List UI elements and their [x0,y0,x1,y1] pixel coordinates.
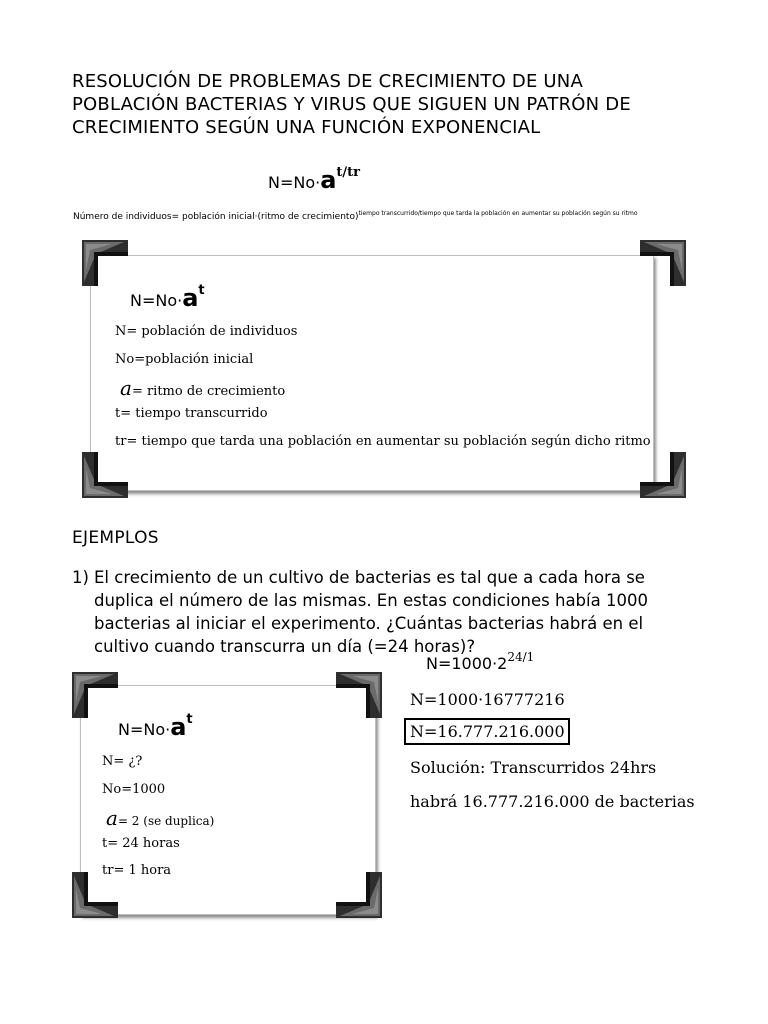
example-box-formula-base: a [170,713,187,741]
example-box-a [106,806,214,830]
example-1-calc-prefix: N=1000·2 [426,654,508,673]
definitions-formula-base: a [182,284,199,312]
frame-corner-top-left [82,240,128,286]
definition-a-text: = ritmo de crecimiento [131,384,286,399]
main-formula-exponent: t/tr [336,165,361,180]
definition-t: t= tiempo transcurrido [115,406,268,421]
example-1-calc-exponent: 24/1 [507,650,535,664]
example-corner-top-right [336,672,382,718]
result-line-4: habrá 16.777.216.000 de bacterias [410,792,695,811]
formula-legend [73,210,638,222]
example-corner-bottom-left [72,872,118,918]
example-box-no: No=1000 [102,782,166,797]
definitions-formula [130,283,205,312]
definition-a-symbol: a [120,376,132,400]
main-formula [268,165,360,194]
frame-corner-bottom-right [640,452,686,498]
example-1-line-1: El crecimiento de un cultivo de bacterias es tal que a cada hora se [94,568,645,587]
definitions-formula-prefix: N=No· [130,291,183,310]
example-box-tr: tr= 1 hora [102,863,172,878]
result-line-3: Solución: Transcurridos 24hrs [410,758,657,777]
example-1-number: 1) [72,568,89,587]
frame-corner-top-right [640,240,686,286]
example-1-calc-formula [426,650,534,673]
examples-heading: EJEMPLOS [72,528,159,548]
result-line-1: N=1000·16777216 [410,690,565,709]
example-corner-top-left [72,672,118,718]
example-1-line-2: duplica el número de las mismas. En estas condiciones había 1000 [94,591,648,610]
definition-a [120,376,285,400]
title-line-2: POBLACIÓN BACTERIAS Y VIRUS QUE SIGUEN UN PATRÓN DE [72,94,631,115]
formula-legend-text: Número de individuos= población inicial·(ritmo de crecimiento) [73,212,359,222]
example-box-formula [118,712,193,741]
example-corner-bottom-right [336,872,382,918]
result-line-2-boxed: N=16.777.216.000 [404,718,570,745]
example-box-formula-prefix: N=No· [118,720,171,739]
main-formula-prefix: N=No· [268,173,321,192]
example-box-t: t= 24 horas [102,836,180,851]
definition-tr: tr= tiempo que tarda una población en aumentar su población según dicho ritmo [115,434,651,449]
example-box-a-symbol: a [106,806,118,830]
frame-corner-bottom-left [82,452,128,498]
title-line-3: CRECIMIENTO SEGÚN UNA FUNCIÓN EXPONENCIAL [72,117,541,138]
example-box-formula-exponent: t [186,712,193,727]
definition-n: N= población de individuos [115,324,298,339]
example-box-n: N= ¿? [102,754,143,769]
example-box-a-text: = 2 (se duplica) [117,814,215,828]
definition-no: No=población inicial [115,352,254,367]
formula-legend-superscript: tiempo transcurrido/tiempo que tarda la población en aumentar su población según su ritmo [358,210,638,217]
title-line-1: RESOLUCIÓN DE PROBLEMAS DE CRECIMIENTO DE UNA [72,71,583,92]
example-1-line-4: cultivo cuando transcurra un día (=24 horas)? [94,637,476,656]
example-1-line-3: bacterias al iniciar el experimento. ¿Cuántas bacterias habrá en el [94,614,644,633]
main-formula-base: a [320,166,337,194]
definitions-formula-exponent: t [198,283,205,298]
